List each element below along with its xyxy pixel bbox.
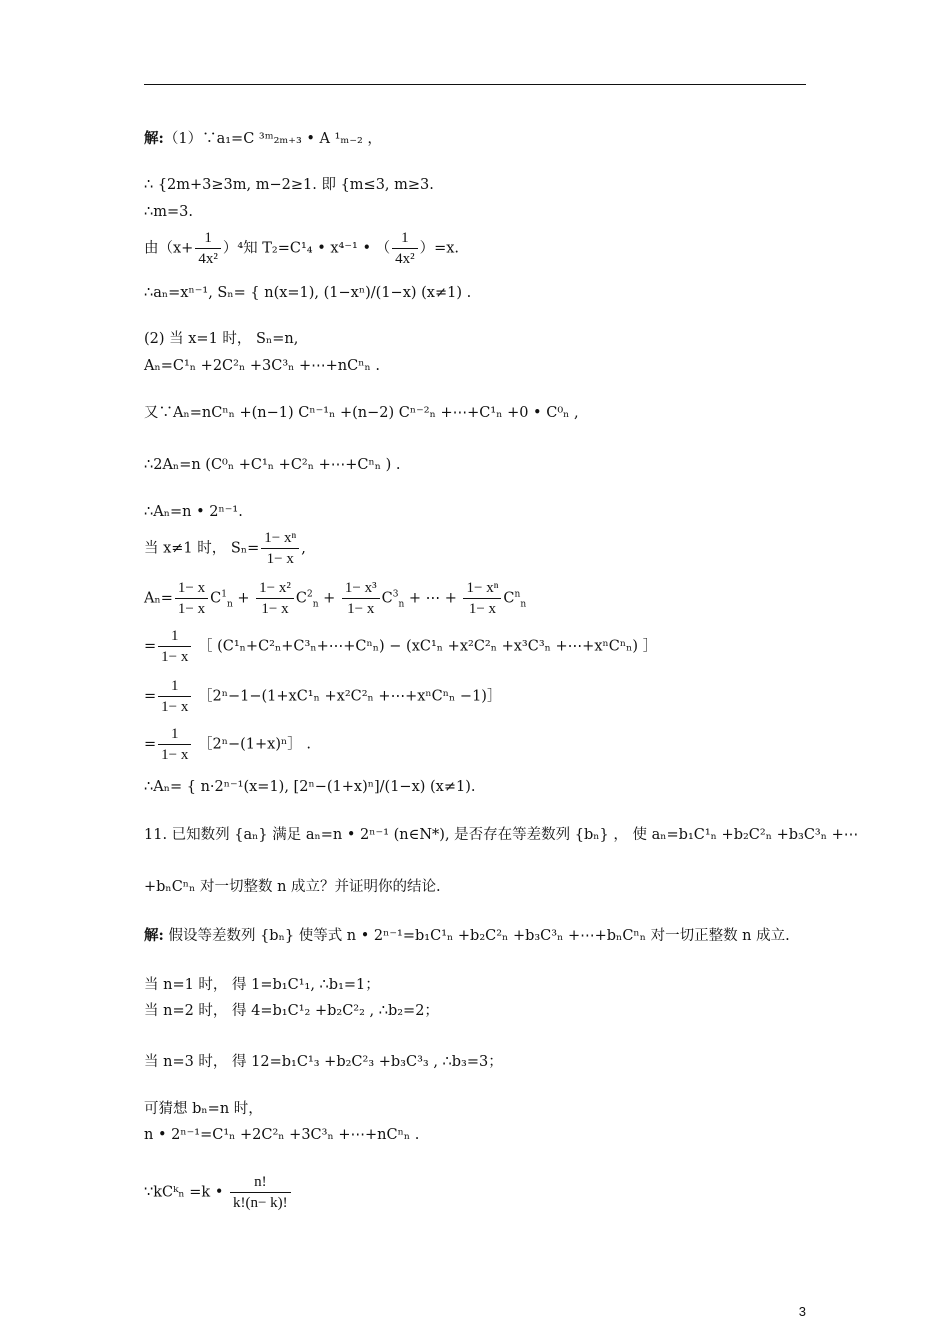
identity: n • 2ⁿ⁻¹=C¹ₙ +2C²ₙ +3C³ₙ +⋯+nCⁿₙ . — [144, 1127, 420, 1143]
case-3: 当 n=3 时， 得 12=b₁C¹₃ +b₂C²₃ +b₃C³₃ , ∴b₃=3； — [144, 1054, 503, 1070]
line-11: 当 x≠1 时， Sₙ= $\frac{\text{1− xⁿ}}{1- x}$ , — [144, 530, 306, 567]
case-2: 当 n=2 时， 得 4=b₁C¹₂ +b₂C²₂ , ∴b₂=2； — [144, 1003, 439, 1019]
line-8: 又∵Aₙ=nCⁿₙ +(n−1) Cⁿ⁻¹ₙ +(n−2) Cⁿ⁻²ₙ +⋯+C¹ₙ +0 • C⁰ₙ , — [144, 405, 579, 421]
line-6: (2) 当 x=1 时， Sₙ=n, — [144, 331, 299, 347]
line-2: ∴ {2m+3≥3m, m−2≥1. 即 {m≤3, m≥3. — [144, 177, 434, 193]
line-10: ∴Aₙ=n • 2ⁿ⁻¹. — [144, 504, 243, 520]
solution-label: 解: — [144, 130, 164, 147]
line-4: 由（x+ $\frac{1}{\text{4x²}}$ ）⁴知 T₂=C¹₄ • x⁴⁻¹ • （ $\frac{1}{\text{4x²}}$ ）=x. — [144, 230, 460, 267]
line-12: Aₙ= $\frac{1- x}{1- x}$ $C^1_n$ + $\frac{\text{1− x²}}{1- x}$ $C^2_n$ + $\frac{\text{1− x³}}{1- x}$ $C^3_n$ + ⋯ + $\frac{\text{1− xⁿ}}{1- x}$ $C^n_n$ — [144, 580, 527, 617]
solution-11: 解: 假设等差数列 {bₙ} 使等式 n • 2ⁿ⁻¹=b₁C¹ₙ +b₂C²ₙ +b₃C³ₙ +⋯+bₙCⁿₙ 对一切正整数 n 成立. — [144, 927, 790, 944]
k-identity: ∵kCᵏₙ =k • $\frac{n!}{k!(n- k)!}$ — [144, 1172, 293, 1213]
header-rule — [144, 84, 806, 85]
fraction: $\frac{n!}{k!(n- k)!}$ — [230, 1172, 291, 1213]
question-11-line-2: +bₙCⁿₙ 对一切整数 n 成立？并证明你的结论. — [144, 879, 441, 895]
line-13: = $\frac{1}{1- x}$ ［ (C¹ₙ+C²ₙ+C³ₙ+⋯+Cⁿₙ) − (xC¹ₙ +x²C²ₙ +x³C³ₙ +⋯+xⁿCⁿₙ) ］ — [144, 628, 658, 665]
line-15: = $\frac{1}{1- x}$ ［2ⁿ−(1+x)ⁿ］ . — [144, 726, 311, 763]
line-3: ∴m=3. — [144, 204, 193, 220]
line-14: = $\frac{1}{1- x}$ ［2ⁿ−1−(1+xC¹ₙ +x²C²ₙ +⋯+xⁿCⁿₙ −1)］ — [144, 678, 502, 715]
fraction: $\frac{1}{\text{4x²}}$ — [195, 228, 221, 269]
page-number: 3 — [798, 1304, 806, 1319]
line-1: 解:（1）∵a₁=C ³ᵐ₂ₘ₊₃ • A ¹ₘ₋₂ ， — [144, 130, 382, 147]
case-1: 当 n=1 时， 得 1=b₁C¹₁, ∴b₁=1； — [144, 977, 380, 993]
fraction: $\frac{1}{\text{4x²}}$ — [392, 228, 418, 269]
line-7: Aₙ=C¹ₙ +2C²ₙ +3C³ₙ +⋯+nCⁿₙ . — [144, 358, 381, 374]
line-9: ∴2Aₙ=n (C⁰ₙ +C¹ₙ +C²ₙ +⋯+Cⁿₙ ) . — [144, 457, 401, 473]
question-11-line-1: 11. 已知数列 {aₙ} 满足 aₙ=n • 2ⁿ⁻¹ (n∈N*), 是否存在等差数列 {bₙ} ， 使 aₙ=b₁C¹ₙ +b₂C²ₙ +b₃C³ₙ +⋯ — [144, 827, 859, 843]
line-16: ∴Aₙ= { n·2ⁿ⁻¹(x=1), [2ⁿ−(1+x)ⁿ]/(1−x) (x≠1). — [144, 779, 476, 795]
fraction: $\frac{\text{1− xⁿ}}{1- x}$ — [261, 528, 299, 569]
line-5: ∴aₙ=xⁿ⁻¹, Sₙ= { n(x=1), (1−xⁿ)/(1−x) (x≠1) . — [144, 285, 472, 301]
conjecture: 可猜想 bₙ=n 时， — [144, 1101, 263, 1117]
